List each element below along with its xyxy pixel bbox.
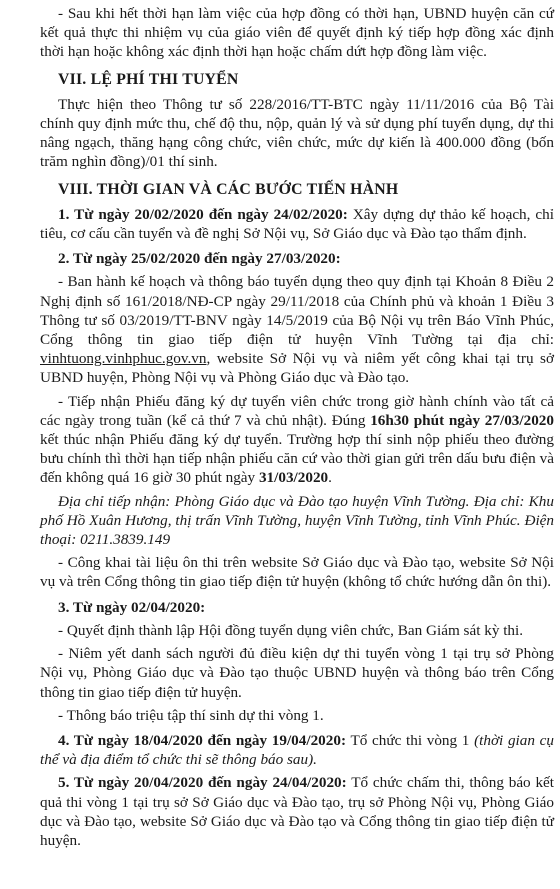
- step-2-heading-paragraph: [40, 249, 554, 268]
- deadline-date: 16h30 phút ngày 27/03/2020: [370, 411, 554, 429]
- step-5-text: Tổ chức chấm thi, thông báo kết quả thi vòng 1 tại trụ sở Sở Giáo dục và Đào tạo, trụ sở Phòng Nội vụ, Phòng Giáo dục và Đào tạo, website Sở Giáo dục và Đào tạo và Cổng thông tin giao tiếp điện tử huyện.: [40, 774, 555, 849]
- section-heading-viii: VIII. THỜI GIAN VÀ CÁC BƯỚC TIẾN HÀNH: [58, 180, 399, 198]
- step-2-announce-paragraph: [40, 272, 554, 387]
- step-1-paragraph: [40, 205, 554, 243]
- portal-link[interactable]: vinhtuong.vinhphuc.gov.vn: [40, 350, 207, 368]
- step-4-paragraph: [40, 731, 554, 769]
- step-4-text: Tổ chức thi vòng 1: [346, 731, 475, 749]
- fee-paragraph: Thực hiện theo Thông tư số 228/2016/TT-BTC ngày 11/11/2016 của Bộ Tài chính quy định mức thu, chế độ thu, nộp, quản lý và sử dụng phí tuyển dụng, dự thi nâng ngạch, thăng hạng công chức, viên chức, mức dự kiến là 400.000 đồng (bốn trăm nghìn đồng)/01 thí sinh.: [40, 95, 554, 171]
- section-heading-vii: VII. LỆ PHÍ THI TUYỂN: [58, 70, 239, 88]
- step-3-decision-paragraph: - Quyết định thành lập Hội đồng tuyển dụng viên chức, Ban Giám sát kỳ thi.: [58, 621, 524, 639]
- step-5-heading: 5. Từ ngày 20/04/2020 đến ngày 24/04/2020:: [58, 774, 347, 792]
- step-2-announce-text-end: , website Sở Nội vụ và niêm yết công khai tại trụ sở UBND huyện, Phòng Nội vụ và Phòng Giáo dục và Đào tạo.: [40, 350, 554, 387]
- step-3-heading-paragraph: [40, 598, 554, 617]
- step-1-text: Xây dựng dự thảo kế hoạch, chỉ tiêu, cơ cấu cần tuyển và đề nghị Sở Nội vụ, Sở Giáo dục và Đào tạo thẩm định.: [40, 205, 554, 243]
- step-2-receive-text-mid: kết thúc nhận Phiếu đăng ký dự tuyển. Trường hợp thí sinh nộp phiếu theo đường bưu chính thì thời hạn tiếp nhận phiếu căn cứ vào thời gian gửi trên dấu bưu điện và đến không quá 16 giờ 30 phút ngày: [40, 431, 554, 487]
- step-5-paragraph: [40, 773, 554, 850]
- step-1-heading: 1. Từ ngày 20/02/2020 đến ngày 24/02/2020:: [58, 205, 348, 223]
- step-4-heading: 4. Từ ngày 18/04/2020 đến ngày 19/04/2020:: [58, 731, 347, 749]
- study-material-paragraph: - Công khai tài liệu ôn thi trên website Sở Giáo dục và Đào tạo, website Sở Nội vụ và trên Cổng thông tin giao tiếp điện tử huyện (không tổ chức hướng dẫn ôn thi).: [40, 554, 554, 591]
- intro-paragraph: - Sau khi hết thời hạn làm việc của hợp đồng có thời hạn, UBND huyện căn cứ kết quả thực thi nhiệm vụ của giáo viên để quyết định ký tiếp hợp đồng xác định thời hạn hoặc không xác định thời hạn hoặc chấm dứt hợp đồng làm việc.: [40, 5, 554, 61]
- postal-deadline-date: 31/03/2020: [258, 469, 329, 487]
- step-2-receive-text-end: .: [328, 469, 332, 487]
- step-3-heading: 3. Từ ngày 02/04/2020:: [58, 598, 206, 616]
- step-2-receive-text: - Tiếp nhận Phiếu đăng ký dự tuyển viên chức trong giờ hành chính vào tất cả các ngày trong tuần (kể cả thứ 7 và chủ nhật). Đúng: [40, 392, 554, 429]
- receiving-address-paragraph: Địa chỉ tiếp nhận: Phòng Giáo dục và Đào tạo huyện Vĩnh Tường. Địa chỉ: Khu phố Hồ Xuân Hương, thị trấn Vĩnh Tường, huyện Vĩnh Tường, tỉnh Vĩnh Phúc. Điện thoại: 0211.3839.149: [40, 492, 554, 549]
- step-2-heading: 2. Từ ngày 25/02/2020 đến ngày 27/03/2020:: [58, 250, 341, 268]
- step-4-note: (thời gian cụ thể và địa điểm tổ chức thi sẽ thông báo sau).: [40, 731, 554, 769]
- step-2-announce-text: - Ban hành kế hoạch và thông báo tuyển dụng theo quy định tại Khoản 8 Điều 2 Nghị định số 161/2018/NĐ-CP ngày 29/11/2018 của Chính phủ và khoản 1 Điều 3 Thông tư số 03/2019/TT-BNV ngày 14/5/2019 của Bộ Nội vụ trên Báo Vĩnh Phúc, Cổng thông tin giao tiếp điện tử huyện Vĩnh Tường tại địa chỉ:: [40, 273, 554, 349]
- step-2-receive-paragraph: [40, 392, 554, 488]
- step-3-listing-paragraph: - Niêm yết danh sách người đủ điều kiện dự thi tuyển vòng 1 tại trụ sở Phòng Nội vụ, Phòng Giáo dục và Đào tạo thuộc UBND huyện và thông báo trên Cổng thông tin giao tiếp điện tử huyện.: [40, 645, 554, 701]
- step-3-summon-paragraph: - Thông báo triệu tập thí sinh dự thi vòng 1.: [58, 706, 324, 724]
